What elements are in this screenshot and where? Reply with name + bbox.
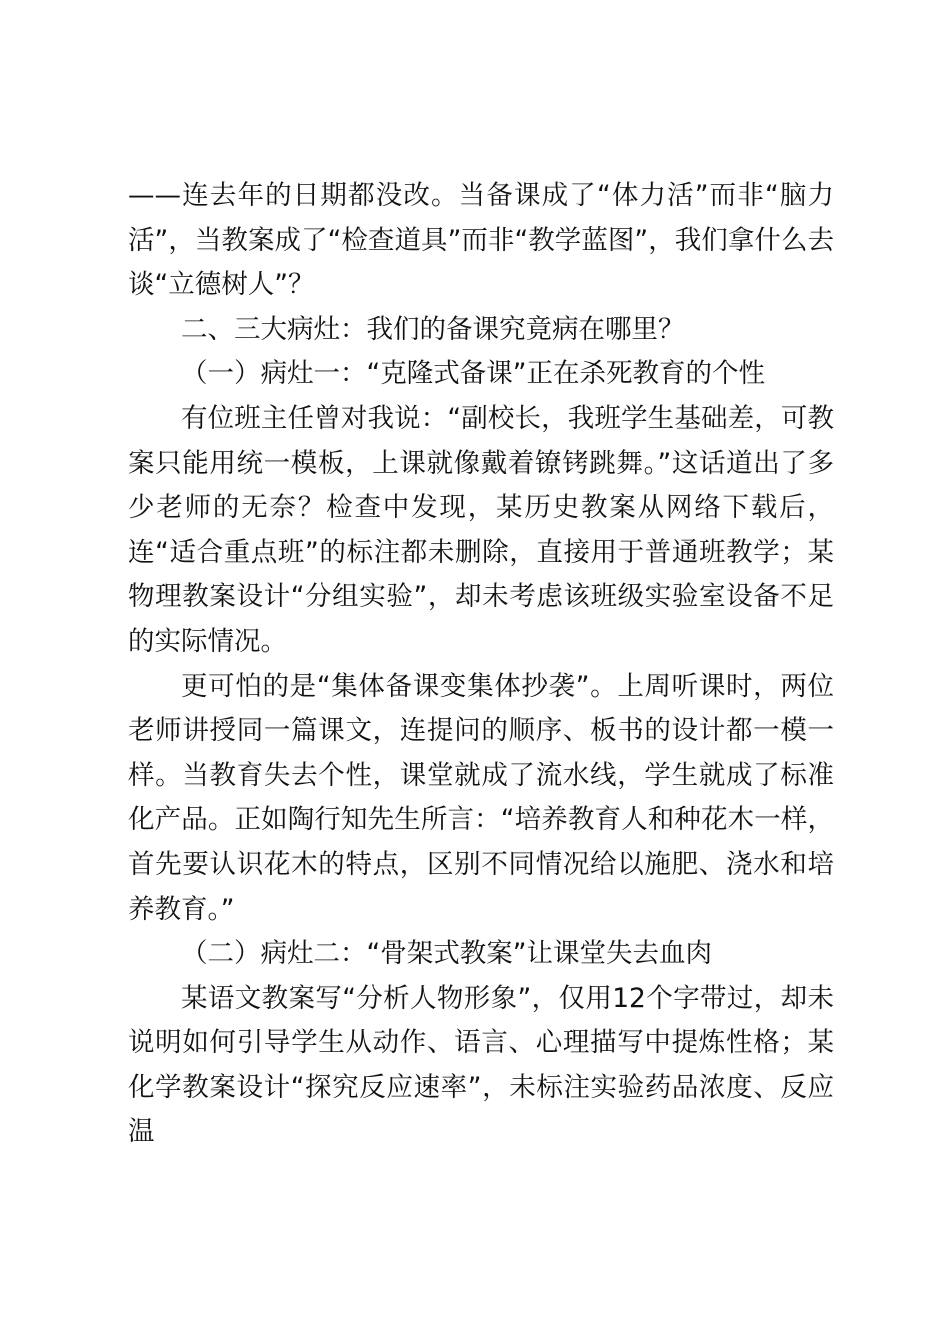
- subsection-heading-two: （二）病灶二：“骨架式教案”让课堂失去血肉: [181, 938, 712, 970]
- subsection-heading-one: （一）病灶一：“克隆式备课”正在杀死教育的个性: [181, 358, 765, 390]
- body-paragraph: 更可怕的是“集体备课变集体抄袭”。上周听课时，两位老师讲授同一篇课文，连提问的顺序、板书的设计都一模一样。当教育失去个性，课堂就成了流水线，学生就成了标准化产品。正如陶行知先生所言：“培养教育人和种花木一样，首先要认识花木的特点，区别不同情况给以施肥、浇水和培养教育。”: [128, 670, 834, 925]
- section-heading: 二、三大病灶：我们的备课究竟病在哪里？: [181, 313, 685, 345]
- body-paragraph: 有位班主任曾对我说：“副校长，我班学生基础差，可教案只能用统一模板，上课就像戴着镣铐跳舞。”这话道出了多少老师的无奈？检查中发现，某历史教案从网络下载后，连“适合重点班”的标注都未删除，直接用于普通班教学；某物理教案设计“分组实验”，却未考虑该班级实验室设备不足的实际情况。: [128, 402, 834, 657]
- document-body: [128, 174, 834, 1155]
- body-paragraph: 某语文教案写“分析人物形象”，仅用12个字带过，却未说明如何引导学生从动作、语言、心理描写中提炼性格；某化学教案设计“探究反应速率”，未标注实验药品浓度、反应温: [128, 982, 834, 1148]
- paragraph-continuation: ——连去年的日期都没改。当备课成了“体力活”而非“脑力活”，当教案成了“检查道具”而非“教学蓝图”，我们拿什么去谈“立德树人”？: [128, 180, 834, 301]
